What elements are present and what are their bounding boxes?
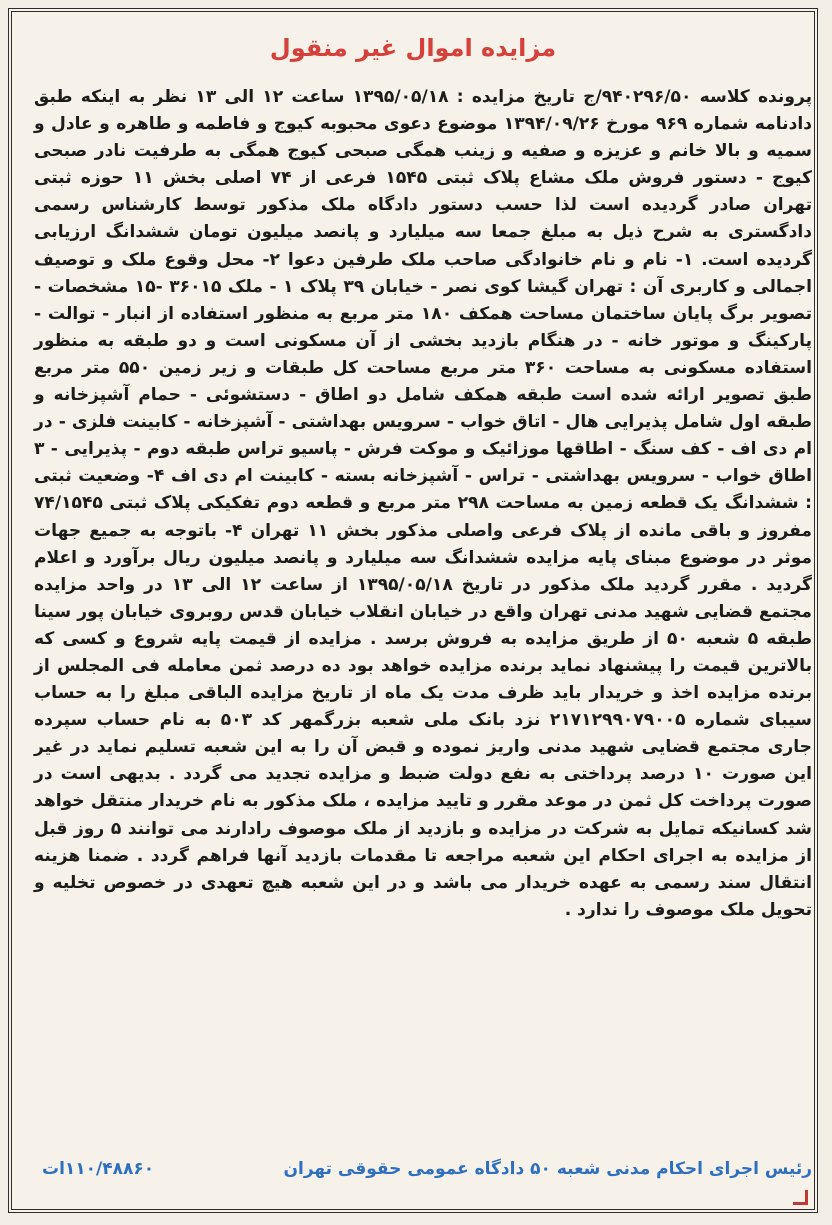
notice-footer bbox=[42, 1159, 812, 1179]
corner-mark-icon bbox=[793, 1190, 808, 1205]
notice-body-paragraph: پرونده کلاسه ۹۴۰۲۹۶/۵۰/ج تاریخ مزایده : ۱۳۹۵/۰۵/۱۸ ساعت ۱۲ الی ۱۳ نظر به اینکه طبق دادنامه شماره ۹۶۹ مورخ ۱۳۹۴/۰۹/۲۶ موضوع دعوی محبوبه کیوج و فاطمه و طاهره و عادل و سمیه و بالا خانم و عزیزه و صفیه و زینب همگی صبحی کیوج همگی به طرفیت نادر صبحی کیوج - دستور فروش ملک مشاع پلاک ثبتی ۱۵۴۵ فرعی از ۷۴ اصلی بخش ۱۱ حوزه ثبتی تهران صادر گردیده است لذا حسب دستور دادگاه ملک مذکور توسط کارشناس رسمی دادگستری به شرح ذیل به مبلغ جمعا سه میلیارد و پانصد میلیون تومان ششدانگ ارزیابی گردیده است. ۱- نام و نام خانوادگی صاحب ملک طرفین دعوا ۲- محل وقوع ملک و توصیف اجمالی و کاربری آن : تهران گیشا کوی نصر - خیابان ۳۹ پلاک ۱ - ملک ۳۶۰۱۵ -۱۵ مشخصات - تصویر برگ پایان ساختمان مساحت همکف ۱۸۰ متر مربع به منظور استفاده از انبار - توالت - پارکینگ و موتور خانه - در هنگام بازدید بخشی از آن مسکونی است و دو طبقه به منظور استفاده مسکونی به مساحت ۳۶۰ متر مربع مساحت کل طبقات و زیر زمین ۵۵۰ متر مربع طبق تصویر ارائه شده است طبقه همکف شامل دو اطاق - دستشوئی - حمام آشپزخانه و طبقه اول شامل پذیرایی هال - اتاق خواب - سرویس بهداشتی - آشپزخانه - کابینت فلزی - در ام دی اف - کف سنگ - اطاقها موزائیک و موکت فرش - پاسیو تراس طبقه دوم - پذیرایی - ۳ اطاق خواب - سرویس بهداشتی - تراس - آشپزخانه بسته - کابینت ام دی اف ۴- وضعیت ثبتی : ششدانگ یک قطعه زمین به مساحت ۲۹۸ متر مربع و قطعه دوم تفکیکی پلاک ثبتی ۷۴/۱۵۴۵ مفروز و باقی مانده از پلاک فرعی واصلی مذکور بخش ۱۱ تهران ۴- باتوجه به جمیع جهات موثر در موضوع مبنای پایه مزایده ششدانگ سه میلیارد و پانصد میلیون ریال برآورد و اعلام گردید . مقرر گردید ملک مذکور در تاریخ ۱۳۹۵/۰۵/۱۸ از ساعت ۱۲ الی ۱۳ در واحد مزایده مجتمع قضایی شهید مدنی تهران واقع در خیابان انقلاب خیابان قدس روبروی خیابان پور سینا طبقه ۵ شعبه ۵۰ از طریق مزایده به فروش برسد . مزایده از قیمت پایه شروع و کسی که بالاترین قیمت را پیشنهاد نماید برنده مزایده خواهد بود ده درصد ثمن معامله فی المجلس از برنده مزایده اخذ و خریدار باید ظرف مدت یک ماه از تاریخ مزایده الباقی مبلغ را به حساب سیبای شماره ۲۱۷۱۲۹۹۰۷۹۰۰۵ نزد بانک ملی شعبه بزرگمهر کد ۵۰۳ به نام حساب سپرده جاری مجتمع قضایی شهید مدنی واریز نموده و قبض آن را به این شعبه تسلیم نماید در غیر این صورت ۱۰ درصد پرداختی به نفع دولت ضبط و مزایده تجدید می گردد . بدیهی است در صورت پرداخت کل ثمن در موعد مقرر و تایید مزایده ، ملک مذکور به نام خریدار منتقل خواهد شد کسانیکه تمایل به شرکت در مزایده و بازدید از ملک موصوف رادارند می توانند ۵ روز قبل از مزایده به اجرای احکام این شعبه مراجعه تا مقدمات بازدید آنها فراهم گردد . ضمنا هزینه انتقال سند رسمی به عهده خریدار می باشد و در این شعبه هیچ تعهدی در خصوص تخلیه و تحویل ملک موصوف را ندارد . bbox=[34, 87, 813, 920]
notice-frame bbox=[8, 8, 818, 1213]
signature-line: رئیس اجرای احکام مدنی شعبه ۵۰ دادگاه عمومی حقوقی تهران bbox=[283, 1159, 812, 1179]
notice-code: ۱۱۰/۴۸۸۶۰ات bbox=[42, 1159, 155, 1179]
notice-body bbox=[34, 84, 812, 924]
notice-title: مزایده اموال غیر منقول bbox=[269, 34, 557, 62]
